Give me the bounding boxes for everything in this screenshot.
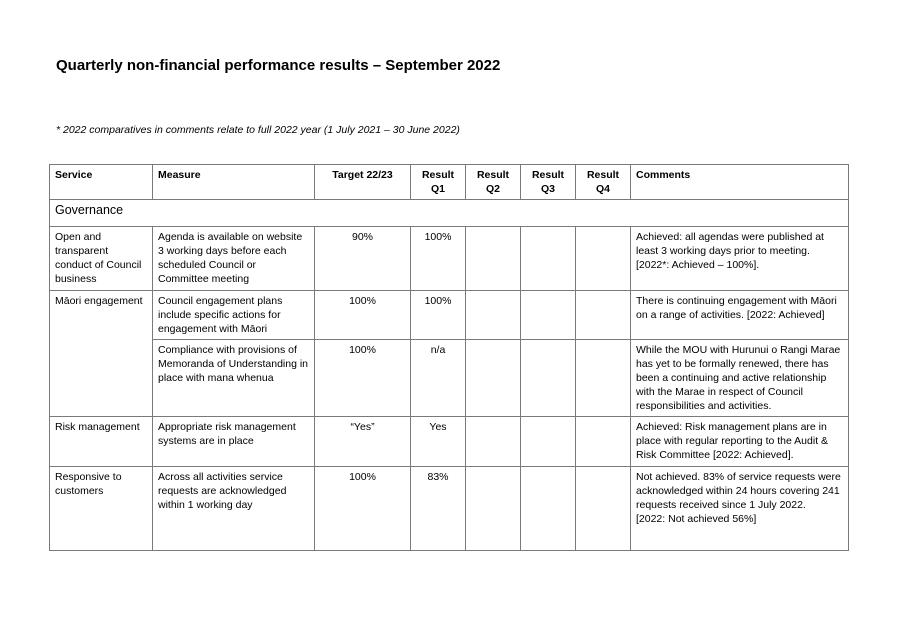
cell-q3 (521, 227, 576, 291)
cell-measure: Across all activities service requests are acknowledged within 1 working day (153, 467, 315, 551)
cell-q2 (466, 340, 521, 417)
cell-q2 (466, 467, 521, 551)
header-result-q1: Result Q1 (411, 165, 466, 200)
comment-line: [2022: Not achieved 56%] (636, 513, 757, 525)
cell-q3 (521, 467, 576, 551)
cell-measure: Council engagement plans include specific actions for engagement with Māori (153, 291, 315, 340)
cell-measure: Appropriate risk management systems are in place (153, 417, 315, 467)
cell-service: Responsive to customers (50, 467, 153, 551)
section-governance: Governance (50, 200, 849, 227)
cell-comments: While the MOU with Hurunui o Rangi Marae has yet to be formally renewed, there has been a continuing and active relationship with the Marae in respect of Council responsibilities and activities. (631, 340, 849, 417)
table-header-row (50, 165, 849, 200)
header-result-q4: Result Q4 (576, 165, 631, 200)
cell-service: Open and transparent conduct of Council business (50, 227, 153, 291)
cell-q1: 100% (411, 227, 466, 291)
cell-target: 100% (315, 291, 411, 340)
cell-measure: Compliance with provisions of Memoranda of Understanding in place with mana whenua (153, 340, 315, 417)
cell-q3 (521, 417, 576, 467)
header-target: Target 22/23 (315, 165, 411, 200)
cell-q2 (466, 417, 521, 467)
cell-q4 (576, 340, 631, 417)
cell-q3 (521, 291, 576, 340)
table-row (50, 291, 849, 340)
comparatives-note: * 2022 comparatives in comments relate to full 2022 year (1 July 2021 – 30 June 2022) (56, 124, 460, 136)
cell-q1: 100% (411, 291, 466, 340)
cell-target: 100% (315, 467, 411, 551)
cell-q1: Yes (411, 417, 466, 467)
header-result-q3: Result Q3 (521, 165, 576, 200)
cell-q4 (576, 417, 631, 467)
table-row (50, 467, 849, 551)
page-title: Quarterly non-financial performance results – September 2022 (56, 57, 501, 74)
cell-service: Risk management (50, 417, 153, 467)
cell-q3 (521, 340, 576, 417)
cell-q1: 83% (411, 467, 466, 551)
cell-comments (631, 467, 849, 551)
cell-q2 (466, 227, 521, 291)
cell-q4 (576, 291, 631, 340)
cell-target: “Yes” (315, 417, 411, 467)
cell-q4 (576, 467, 631, 551)
header-service: Service (50, 165, 153, 200)
cell-comments: Achieved: Risk management plans are in place with regular reporting to the Audit & Risk Committee [2022: Achieved]. (631, 417, 849, 467)
cell-comments: Achieved: all agendas were published at least 3 working days prior to meeting. [2022*: Achieved – 100%]. (631, 227, 849, 291)
table-row (50, 340, 849, 417)
comment-line: Not achieved. 83% of service requests were acknowledged within 24 hours covering 241 requests received since 1 July 2022. (636, 471, 841, 511)
header-measure: Measure (153, 165, 315, 200)
cell-measure: Agenda is available on website 3 working days before each scheduled Council or Committee meeting (153, 227, 315, 291)
header-comments: Comments (631, 165, 849, 200)
table-row (50, 417, 849, 467)
cell-target: 100% (315, 340, 411, 417)
cell-target: 90% (315, 227, 411, 291)
cell-comments: There is continuing engagement with Māori on a range of activities. [2022: Achieved] (631, 291, 849, 340)
cell-q2 (466, 291, 521, 340)
section-row (50, 200, 849, 227)
table-row (50, 227, 849, 291)
cell-service: Māori engagement (50, 291, 153, 417)
cell-q1: n/a (411, 340, 466, 417)
performance-table (49, 164, 849, 551)
cell-q4 (576, 227, 631, 291)
header-result-q2: Result Q2 (466, 165, 521, 200)
